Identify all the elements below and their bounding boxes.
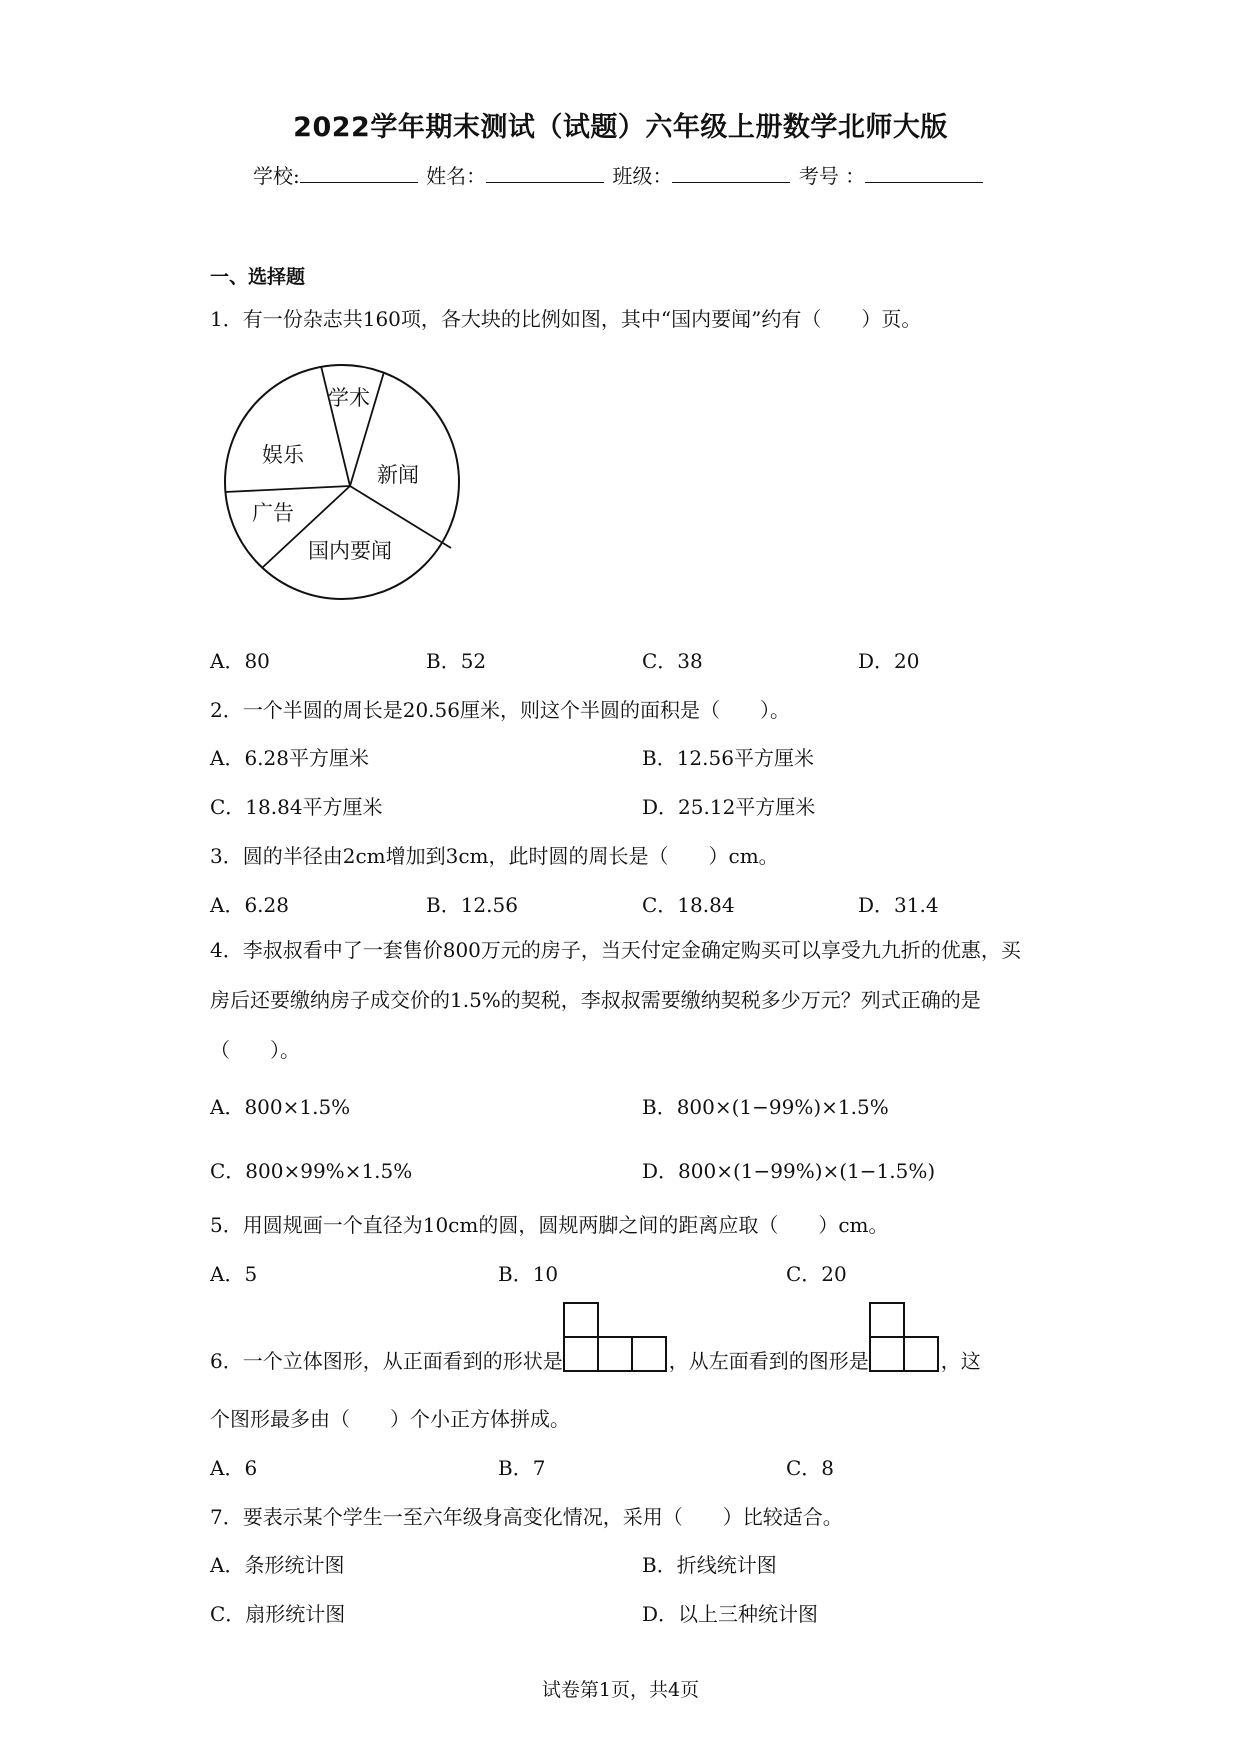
class-blank[interactable] <box>672 164 790 183</box>
q3-option-a[interactable]: A．6.28 <box>210 893 289 917</box>
front-view-figure <box>563 1302 669 1374</box>
page-footer: 试卷第1页，共4页 <box>541 1679 700 1701</box>
q4-option-d[interactable]: D．800×(1−99%)×(1−1.5%) <box>642 1159 936 1183</box>
pie-chart <box>222 362 462 602</box>
q5-option-c[interactable]: C．20 <box>786 1262 847 1286</box>
q6-option-b[interactable]: B．7 <box>498 1456 546 1480</box>
pie-label-entertainment: 娱乐 <box>262 443 304 467</box>
q4-option-a[interactable]: A．800×1.5% <box>210 1095 351 1119</box>
question-2: 2．一个半圆的周长是20.56厘米，则这个半圆的面积是（ ）。 <box>210 698 790 722</box>
name-label: 姓名： <box>426 164 487 188</box>
q1-option-c[interactable]: C．38 <box>642 649 703 673</box>
exam-no-label: 考号 ： <box>798 164 866 188</box>
section-heading: 一、选择题 <box>210 266 306 288</box>
q7-option-b[interactable]: B．折线统计图 <box>642 1553 777 1577</box>
pie-label-academic: 学术 <box>328 386 370 410</box>
name-blank[interactable] <box>486 164 604 183</box>
page-title: 2022学年期末测试（试题）六年级上册数学北师大版 <box>293 112 948 143</box>
pie-label-ads: 广告 <box>252 501 294 525</box>
q2-option-a[interactable]: A．6.28平方厘米 <box>210 746 369 770</box>
pie-divider-1 <box>321 366 350 486</box>
pie-divider-5 <box>225 486 350 492</box>
left-view-figure <box>869 1302 941 1374</box>
question-6 <box>210 1302 981 1374</box>
question-4: 4．李叔叔看中了一套售价800万元的房子，当天付定金确定购买可以享受九九折的优惠，买房后还要缴纳房子成交价的1.5%的契税，李叔叔需要缴纳契税多少万元？列式正确的是（ ）。 <box>210 938 1021 1062</box>
q6-text-b: ，从左面看到的图形是 <box>668 1349 869 1373</box>
q1-option-d[interactable]: D．20 <box>858 649 920 673</box>
question-3: 3．圆的半径由2cm增加到3cm，此时圆的周长是（ ）cm。 <box>210 844 779 868</box>
q4-option-b[interactable]: B．800×(1−99%)×1.5% <box>642 1095 889 1119</box>
q5-option-a[interactable]: A．5 <box>210 1262 258 1286</box>
q3-option-c[interactable]: C．18.84 <box>642 893 735 917</box>
question-5: 5．用圆规画一个直径为10cm的圆，圆规两脚之间的距离应取（ ）cm。 <box>210 1213 889 1237</box>
q3-option-b[interactable]: B．12.56 <box>426 893 518 917</box>
q7-option-c[interactable]: C．扇形统计图 <box>210 1602 346 1626</box>
q2-option-c[interactable]: C．18.84平方厘米 <box>210 795 383 819</box>
q1-option-a[interactable]: A．80 <box>210 649 270 673</box>
q4-option-c[interactable]: C．800×99%×1.5% <box>210 1159 413 1183</box>
school-blank[interactable] <box>300 164 418 183</box>
class-label: 班级： <box>612 164 673 188</box>
q6-text-c: ，这 <box>940 1349 981 1373</box>
school-label: 学校: <box>253 164 300 188</box>
question-7: 7．要表示某个学生一至六年级身高变化情况，采用（ ）比较适合。 <box>210 1505 843 1529</box>
q2-option-b[interactable]: B．12.56平方厘米 <box>642 746 814 770</box>
student-info-line <box>253 160 985 189</box>
pie-label-news: 新闻 <box>377 463 419 487</box>
q6-text-a: 6．一个立体图形，从正面看到的形状是 <box>210 1349 563 1373</box>
q5-option-b[interactable]: B．10 <box>498 1262 559 1286</box>
q7-option-d[interactable]: D．以上三种统计图 <box>642 1602 819 1626</box>
q3-option-d[interactable]: D．31.4 <box>858 893 939 917</box>
q6-option-a[interactable]: A．6 <box>210 1456 258 1480</box>
q2-option-d[interactable]: D．25.12平方厘米 <box>642 795 816 819</box>
q6-option-c[interactable]: C．8 <box>786 1456 835 1480</box>
pie-label-domestic-news: 国内要闻 <box>308 539 392 563</box>
q1-option-b[interactable]: B．52 <box>426 649 487 673</box>
exam-no-blank[interactable] <box>865 164 983 183</box>
q7-option-a[interactable]: A．条形统计图 <box>210 1553 345 1577</box>
question-6-cont: 个图形最多由（ ）个小正方体拼成。 <box>210 1407 570 1431</box>
question-1: 1．有一份杂志共160项，各大块的比例如图，其中“国内要闻”约有（ ）页。 <box>210 307 922 331</box>
